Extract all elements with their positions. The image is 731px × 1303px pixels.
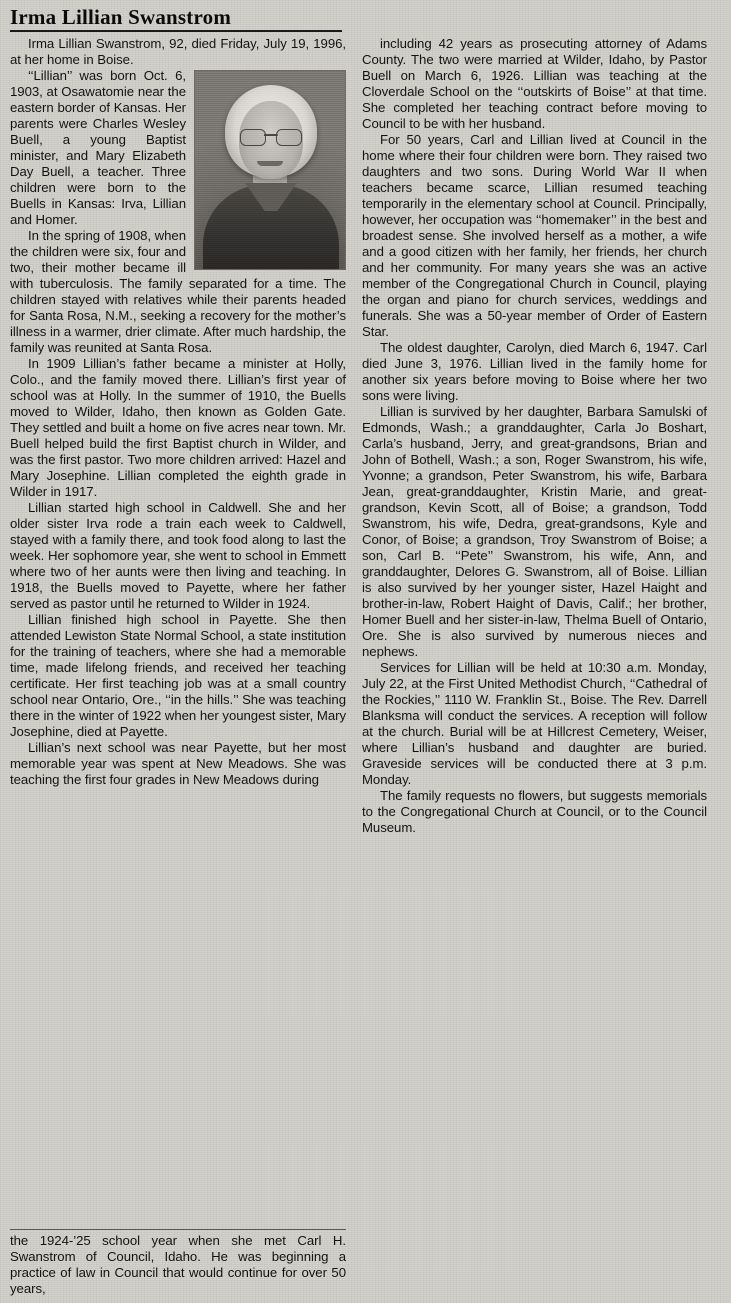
page-title: Irma Lillian Swanstrom	[10, 5, 232, 29]
left-column	[10, 36, 346, 788]
photo-halftone-grain	[195, 71, 345, 269]
paragraph: The family requests no flowers, but suggests memorials to the Congregational Church at Council, or to the Council Museum.	[362, 788, 707, 836]
headline-rule	[10, 30, 342, 32]
paragraph: Lillian is survived by her daughter, Barbara Samulski of Edmonds, Wash.; a granddaughter, Carla Jo Boshart, Carla’s husband, Jerry, and great-grandsons, Brian and John of Bothell, Wash.; a son, Roger Swanstrom, his wife, Yvonne; a grandson, Peter Swanstrom, his wife, Barbara Jean, great-granddaughter, Kristin Marie, and great-grandson, Kevin Scott, all of Boise; a grandson, Todd Swanstrom, his wife, Dedra, great-grandsons, Kyle and Conor, of Boise; a grandson, Troy Swanstrom of Boise; a son, Carl B. ‘‘Pete’’ Swanstrom, his wife, Ann, and granddaughter, Delores G. Swanstrom, all of Boise. Lillian is also survived by her younger sister, Hazel Haight and brother-in-law, Robert Haight of Davis, Calif.; her brother, Homer Buell and her sister-in-law, Thelma Buell of Ontario, Ore. She is also survived by numerous nieces and nephews.	[362, 404, 707, 660]
paragraph: Irma Lillian Swanstrom, 92, died Friday, July 19, 1996, at her home in Boise.	[10, 36, 346, 68]
paragraph: The oldest daughter, Carolyn, died March 6, 1947. Carl died June 3, 1976. Lillian lived in the family home for another six years before moving to Boise where her two sons were living.	[362, 340, 707, 404]
paragraph: the 1924-’25 school year when she met Carl H. Swanstrom of Council, Idaho. He was beginning a practice of law in Council that would continue for over 50 years,	[10, 1233, 346, 1296]
paragraph: Lillian finished high school in Payette. She then attended Lewiston State Normal School, a state institution for the training of teachers, where she had a memorable time, made lifelong friends, and received her teaching certificate. Her first teaching job was at a small country school near Ontario, Ore., ‘‘in the hills.’’ She was teaching there in the winter of 1922 when her youngest sister, Mary Josephine, died at Payette.	[10, 612, 346, 740]
paragraph: including 42 years as prosecuting attorney of Adams County. The two were married at Wilder, Idaho, by Pastor Buell on March 6, 1926. Lillian was teaching at the Cloverdale School on the ‘‘outskirts of Boise’’ at that time. She completed her teaching contract before moving to Council to be with her husband.	[362, 36, 707, 132]
portrait-photo	[194, 70, 346, 270]
right-column	[362, 36, 707, 836]
paragraph: Services for Lillian will be held at 10:30 a.m. Monday, July 22, at the First United Methodist Church, ‘‘Cathedral of the Rockies,’’ 1110 W. Franklin St., Boise. The Rev. Darrell Blanksma will conduct the services. A reception will follow at the church. Burial will be at Hillcrest Cemetery, Weiser, where Lillian’s husband and daughter are buried. Graveside services will be conducted there at 3 p.m. Monday.	[362, 660, 707, 788]
paragraph: Lillian’s next school was near Payette, but her most memorable year was spent at New Meadows. She was teaching the first four grades in New Meadows during	[10, 740, 346, 788]
paragraph: In 1909 Lillian’s father became a minister at Holly, Colo., and the family moved there. Lillian’s first year of school was at Holly. In the summer of 1910, the Buells moved to Wilder, Idaho, then known as Golden Gate. They settled and built a home on five acres near town. Mr. Buell helped build the first Baptist church in Wilder, and was the first pastor. Two more children arrived: Hazel and Mary Josephine. Lillian completed the eighth grade in Wilder in 1917.	[10, 356, 346, 500]
paragraph: In the spring of 1908, when the children were six, four and two, their mother became ill with tuberculosis. The family separated for a time. The children stayed with relatives while their parents headed for Santa Rosa, N.M., seeking a recovery for the mother’s illness in a warmer, drier climate. After much hardship, the family was reunited at Santa Rosa.	[10, 228, 346, 356]
left-column-continuation	[10, 1229, 346, 1297]
article-columns	[10, 36, 723, 836]
paragraph: For 50 years, Carl and Lillian lived at Council in the home where their four children were born. They raised two daughters and two sons. During World War II when teachers became scarce, Lillian resumed teaching temporarily in the elementary school at Council. Principally, however, her occupation was ‘‘homemaker’’ in the best and broadest sense. She involved herself as a mother, a wife and a good citizen with her family, her friends, her church and her community. For many years she was an active member of the Congregational Church in Council, playing the organ and piano for church services, weddings and funerals. She was a 50-year member of Order of Eastern Star.	[362, 132, 707, 340]
paragraph: ‘‘Lillian’’ was born Oct. 6, 1903, at Osawatomie near the eastern border of Kansas. Her parents were Charles Wesley Buell, a young Baptist minister, and Mary Elizabeth Day Buell, a teacher. Three children were born to the Buells in Kansas: Irva, Lillian and Homer.	[10, 68, 186, 228]
paragraph: Lillian started high school in Caldwell. She and her older sister Irva rode a train each week to Caldwell, stayed with a family there, and took food along to last the week. Her sophomore year, she went to school in Emmett where two of her aunts were then living and teaching. In 1918, the Buells moved to Payette, where her father served as pastor until he returned to Wilder in 1924.	[10, 500, 346, 612]
column-divider	[10, 1229, 346, 1230]
